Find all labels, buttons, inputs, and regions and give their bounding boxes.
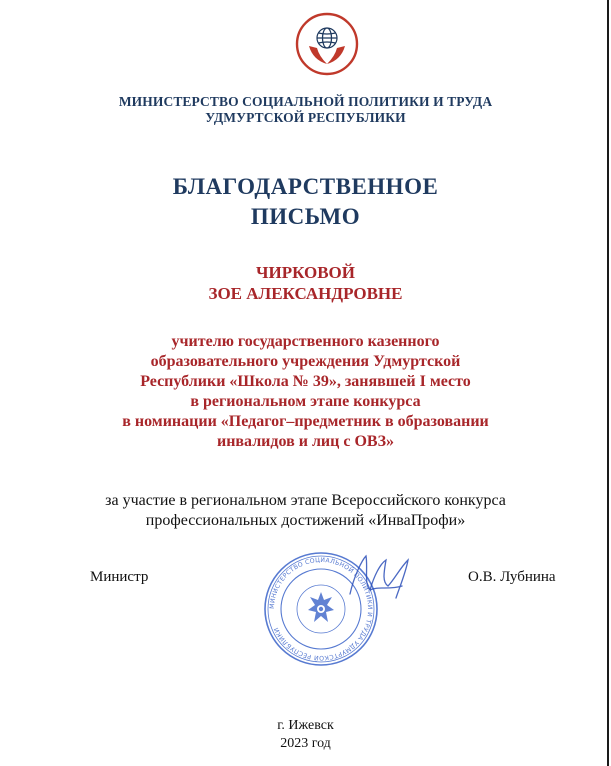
recipient-details — [0, 332, 611, 452]
ministry-heading — [0, 94, 611, 126]
reason-line: профессиональных достижений «ИнваПрофи» — [145, 512, 466, 529]
seal-ring-text: МИНИСТЕРСТВО СОЦИАЛЬНОЙ ПОЛИТИКИ И ТРУДА УДМУРТСКОЙ РЕСПУБЛИКИ — [268, 556, 374, 662]
ministry-line-1: МИНИСТЕРСТВО СОЦИАЛЬНОЙ ПОЛИТИКИ И ТРУДА — [118, 94, 493, 109]
award-reason — [0, 491, 611, 531]
recipient-given-names: ЗОЕ АЛЕКСАНДРОВНЕ — [208, 284, 403, 303]
footer-city: г. Ижевск — [277, 718, 334, 733]
details-line: инвалидов и лиц с ОВЗ» — [216, 433, 395, 450]
details-line: Республики «Школа № 39», занявшей I место — [140, 373, 471, 390]
document-title-line-1: БЛАГОДАРСТВЕННОЕ — [172, 174, 439, 199]
document-footer — [0, 717, 611, 753]
details-line: в региональном этапе конкурса — [190, 393, 421, 410]
ministry-emblem-icon — [295, 12, 359, 76]
reason-line: за участие в региональном этапе Всероссийского конкурса — [105, 492, 506, 509]
document-title — [0, 172, 611, 232]
signer-position: Министр — [90, 569, 149, 585]
footer-year: 2023 год — [280, 736, 331, 751]
recipient-surname: ЧИРКОВОЙ — [256, 263, 355, 282]
handwritten-signature — [340, 546, 420, 608]
details-line: образовательного учреждения Удмуртской — [150, 353, 461, 370]
details-line: учителю государственного казенного — [171, 333, 440, 350]
details-line: в номинации «Педагог–предметник в образовании — [122, 413, 489, 430]
recipient-name — [0, 262, 611, 304]
document-title-line-2: ПИСЬМО — [250, 204, 361, 229]
ministry-line-2: УДМУРТСКОЙ РЕСПУБЛИКИ — [205, 110, 406, 125]
signer-name: О.В. Лубнина — [468, 569, 556, 585]
